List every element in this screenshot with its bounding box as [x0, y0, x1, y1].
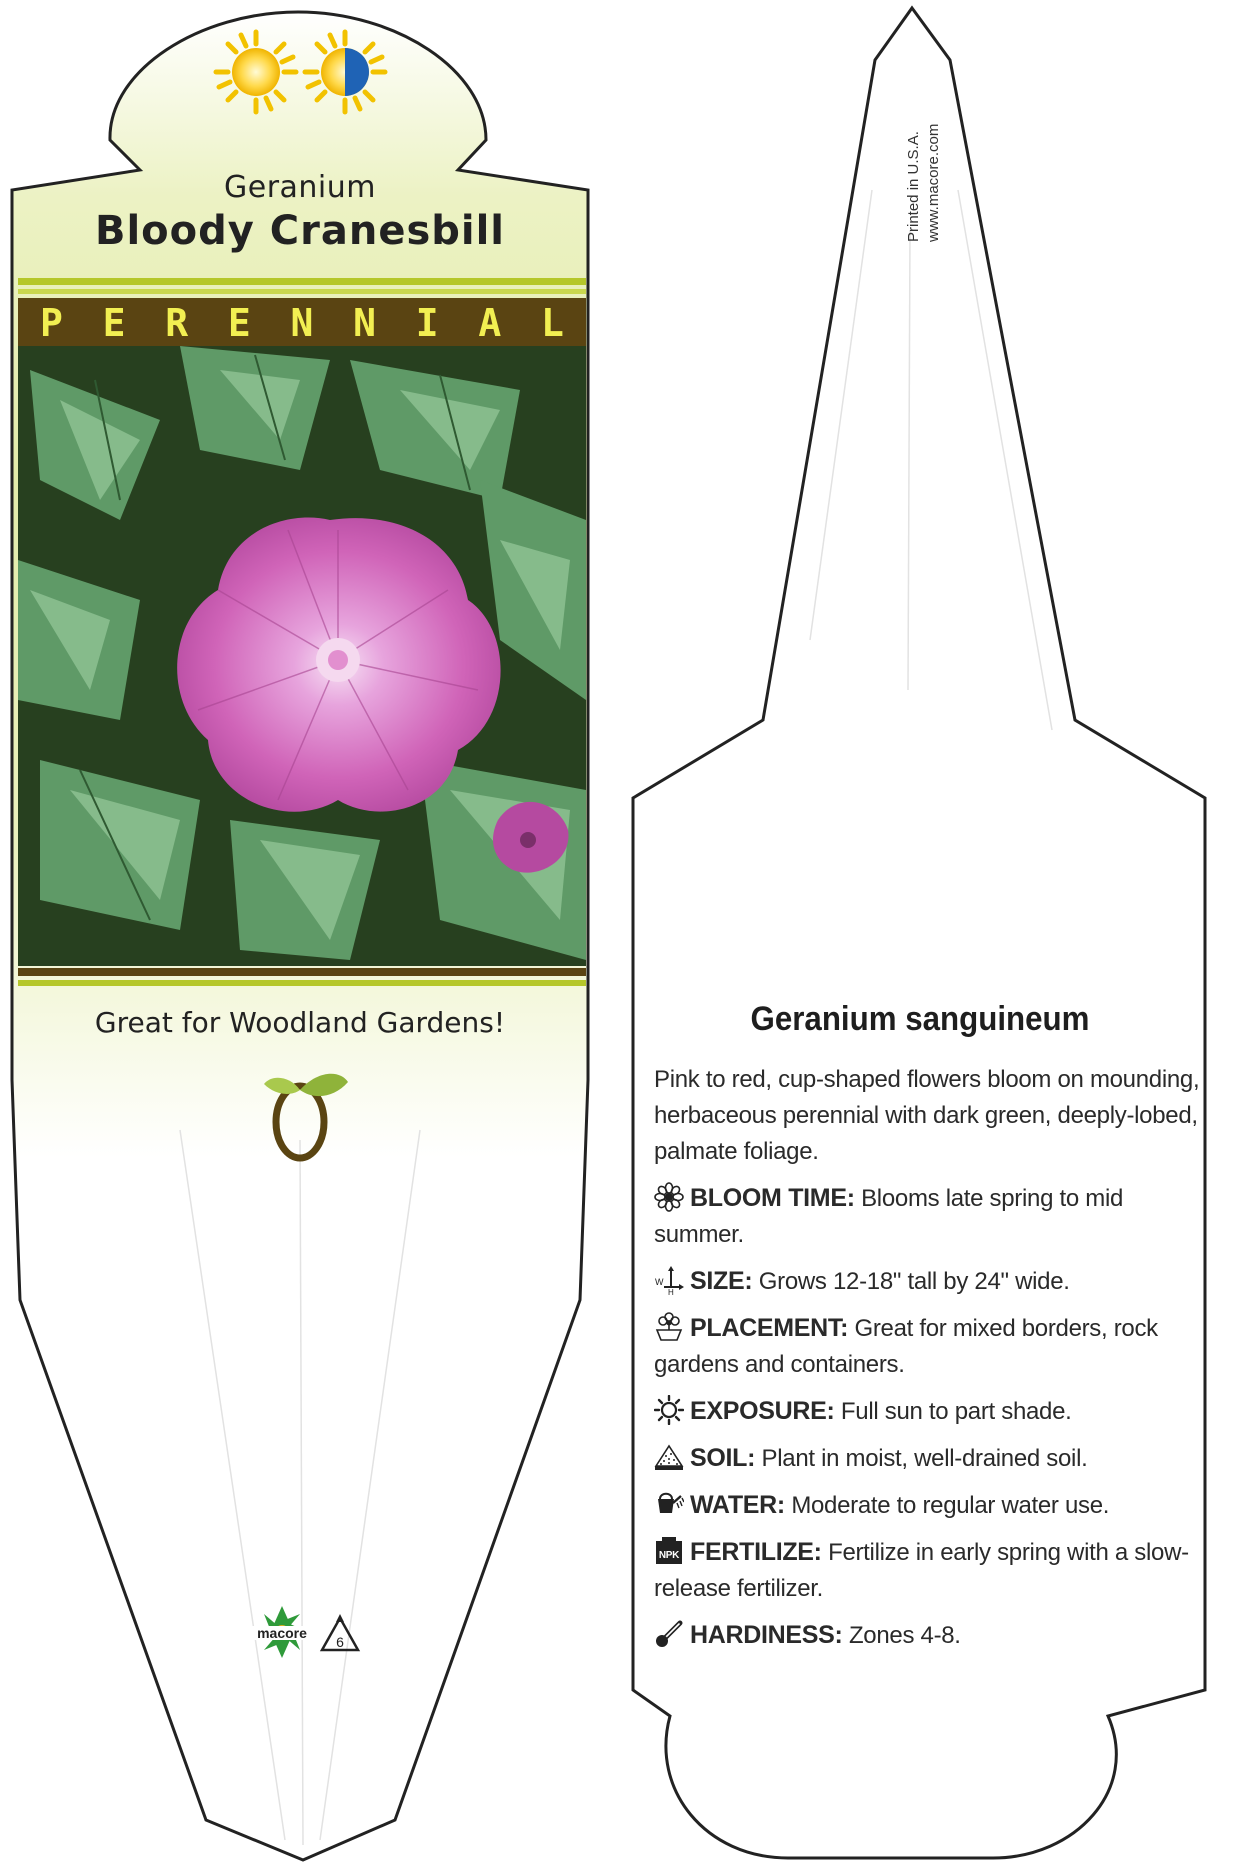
detail-label: BLOOM TIME: — [690, 1184, 855, 1212]
category-label — [18, 300, 586, 346]
accent-bar — [18, 968, 586, 976]
recycle-number: 6 — [336, 1634, 344, 1650]
care-details — [654, 1062, 1210, 1664]
thermometer-icon — [654, 1619, 684, 1649]
category-letter: A — [478, 301, 502, 345]
detail-row — [654, 1534, 1210, 1607]
placement-icon — [654, 1312, 684, 1342]
common-name: Geranium — [223, 170, 376, 205]
part-shade-icon — [305, 32, 385, 112]
detail-text: Moderate to regular water use. — [784, 1492, 1110, 1519]
detail-text: Grows 12-18" tall by 24" wide. — [752, 1268, 1070, 1295]
accent-bar — [18, 289, 586, 294]
watering-can-icon — [654, 1489, 684, 1519]
category-letter: R — [165, 301, 189, 345]
front-tag — [12, 12, 588, 1860]
detail-row — [654, 1263, 1210, 1300]
detail-text: Plant in moist, well-drained soil. — [755, 1445, 1088, 1472]
printed-info — [905, 92, 953, 242]
detail-row — [654, 1393, 1210, 1430]
detail-text: Blooms late spring to mid summer. — [654, 1185, 1124, 1248]
detail-text: Full sun to part shade. — [834, 1398, 1072, 1425]
detail-row — [654, 1310, 1210, 1383]
size-icon-h: H — [668, 1288, 674, 1295]
detail-row — [654, 1440, 1210, 1477]
detail-label: FERTILIZE: — [690, 1538, 822, 1566]
size-icon — [654, 1265, 684, 1295]
detail-text: Fertilize in early spring with a slow-release fertilizer. — [654, 1539, 1189, 1602]
detail-label: HARDINESS: — [690, 1621, 843, 1649]
detail-row — [654, 1617, 1210, 1654]
macore-logo-text: macore — [257, 1625, 307, 1641]
detail-row — [654, 1180, 1210, 1253]
npk-icon — [654, 1536, 684, 1566]
detail-label: SIZE: — [690, 1267, 753, 1295]
detail-label: EXPOSURE: — [690, 1397, 835, 1425]
cultivar-name: Bloody Cranesbill — [94, 208, 506, 254]
detail-label: WATER: — [690, 1491, 785, 1519]
botanical-name: Geranium sanguineum — [750, 1000, 1090, 1038]
accent-bar — [18, 278, 586, 285]
accent-bar — [18, 980, 586, 986]
plant-photo — [18, 346, 586, 966]
website: www.macore.com — [925, 123, 942, 242]
detail-text: Zones 4-8. — [842, 1622, 961, 1649]
flower-icon — [654, 1182, 684, 1212]
soil-icon — [654, 1442, 684, 1472]
detail-row — [654, 1487, 1210, 1524]
sun-icon — [654, 1395, 684, 1425]
category-letter: N — [290, 301, 314, 345]
detail-label: PLACEMENT: — [690, 1314, 849, 1342]
printed-line: Printed in U.S.A. — [905, 131, 922, 242]
category-letter: P — [40, 301, 63, 345]
category-letter: E — [102, 301, 126, 345]
category-letter: I — [415, 301, 439, 345]
npk-icon-text: NPK — [658, 1550, 680, 1561]
tagline: Great for Woodland Gardens! — [94, 1006, 506, 1039]
description: Pink to red, cup-shaped flowers bloom on mounding, herbaceous perennial with dark green, deeply-lobed, palmate foliage. — [654, 1066, 1200, 1165]
full-sun-icon — [216, 32, 296, 112]
detail-text: Great for mixed borders, rock gardens and containers. — [654, 1315, 1158, 1378]
detail-label: SOIL: — [690, 1444, 756, 1472]
size-icon-w: W — [655, 1277, 664, 1287]
category-letter: E — [227, 301, 251, 345]
category-letter: N — [353, 301, 377, 345]
category-letter: L — [541, 301, 564, 345]
